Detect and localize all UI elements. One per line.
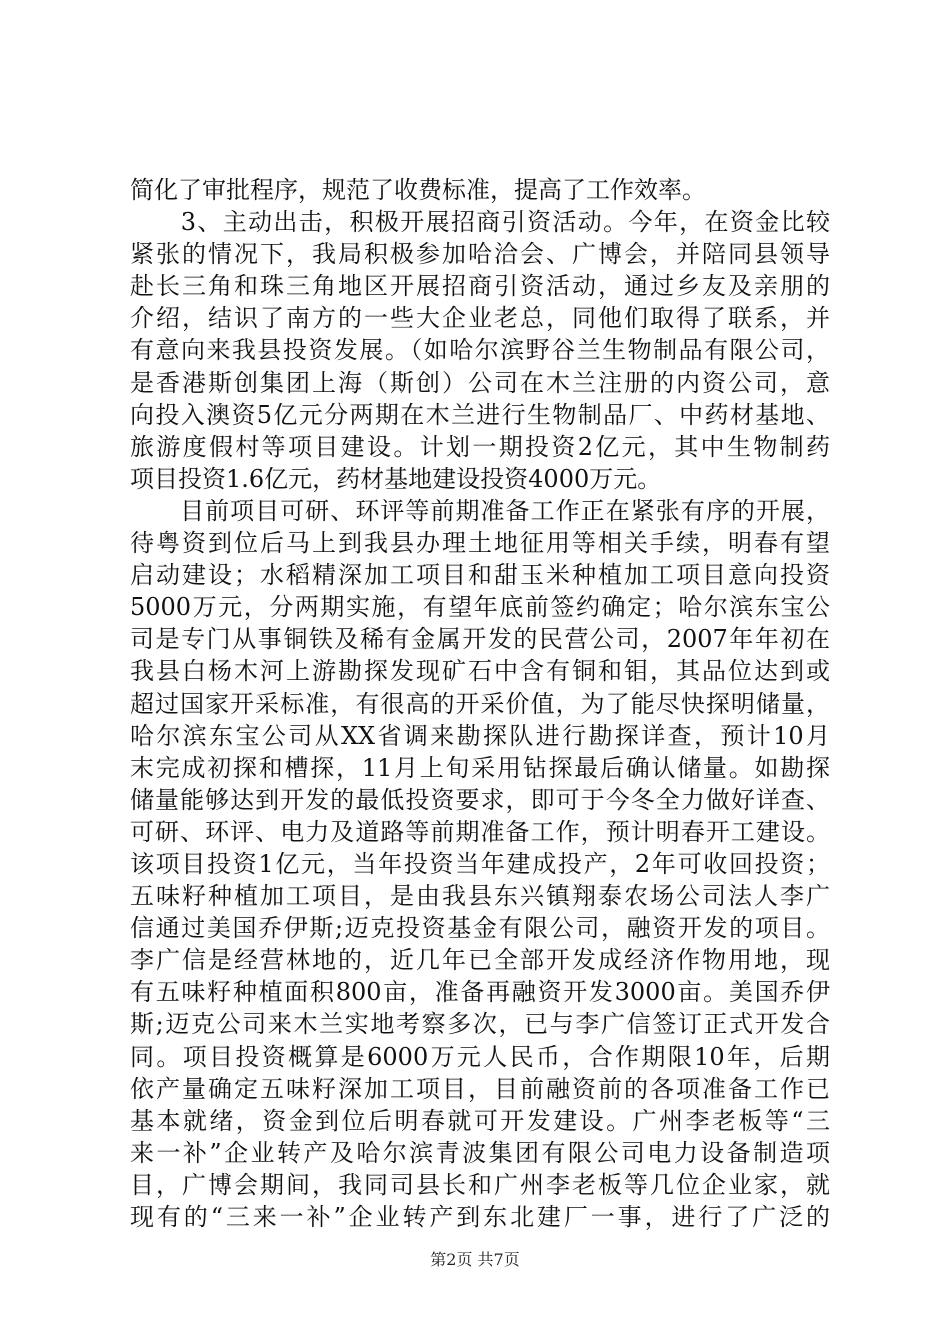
text-line: 基本就绪，资金到位后明春就可开发建设。广州李老板等“三 — [130, 1106, 830, 1135]
text-line: 李广信是经营林地的，近几年已全部开发成经济作物用地，现 — [130, 946, 830, 975]
body-text — [130, 174, 830, 1233]
text-line: 5000万元，分两期实施，有望年底前签约确定；哈尔滨东宝公 — [130, 593, 830, 622]
text-line: 同。项目投资概算是6000万元人民币，合作期限10年，后期 — [130, 1042, 830, 1071]
text-line: 是香港斯创集团上海（斯创）公司在木兰注册的内资公司，意 — [130, 368, 830, 397]
text-line: 超过国家开采标准，有很高的开采价值，为了能尽快探明储量， — [130, 689, 830, 718]
text-line: 来一补”企业转产及哈尔滨青波集团有限公司电力设备制造项 — [130, 1138, 830, 1167]
text-line: 有五味籽种植面积800亩，准备再融资开发3000亩。美国乔伊 — [130, 978, 830, 1007]
text-line: 该项目投资1亿元，当年投资当年建成投产，2年可收回投资； — [130, 849, 830, 878]
text-line: 依产量确定五味籽深加工项目，目前融资前的各项准备工作已 — [130, 1074, 830, 1103]
text-line: 可研、环评、电力及道路等前期准备工作，预计明春开工建设。 — [130, 817, 830, 846]
text-line: 赴长三角和珠三角地区开展招商引资活动，通过乡友及亲朋的 — [130, 272, 830, 301]
text-line: 司是专门从事铜铁及稀有金属开发的民营公司，2007年年初在 — [130, 625, 830, 654]
text-line: 旅游度假村等项目建设。计划一期投资2亿元，其中生物制药 — [130, 432, 830, 461]
text-line: 项目投资1.6亿元，药材基地建设投资4000万元。 — [130, 464, 662, 493]
text-line: 五味籽种植加工项目，是由我县东兴镇翔泰农场公司法人李广 — [130, 882, 830, 911]
text-line: 启动建设；水稻精深加工项目和甜玉米种植加工项目意向投资 — [130, 561, 830, 590]
text-line: 目，广博会期间，我同司县长和广州李老板等几位企业家，就 — [130, 1170, 830, 1199]
text-line: 待粤资到位后马上到我县办理土地征用等相关手续，明春有望 — [130, 529, 830, 558]
text-line: 末完成初探和槽探，11月上旬采用钻探最后确认储量。如勘探 — [130, 753, 830, 782]
text-line: 紧张的情况下，我局积极参加哈洽会、广博会，并陪同县领导 — [130, 240, 830, 269]
text-line: 我县白杨木河上游勘探发现矿石中含有铜和钼，其品位达到或 — [130, 657, 830, 686]
text-line: 斯;迈克公司来木兰实地考察多次，已与李广信签订正式开发合 — [130, 1010, 830, 1039]
text-line: 3、主动出击，积极开展招商引资活动。今年，在资金比较 — [130, 208, 830, 237]
text-line: 储量能够达到开发的最低投资要求，即可于今冬全力做好详查、 — [130, 785, 830, 814]
text-line: 信通过美国乔伊斯;迈克投资基金有限公司，融资开发的项目。 — [130, 914, 830, 943]
text-line: 哈尔滨东宝公司从XX省调来勘探队进行勘探详查，预计10月 — [130, 721, 830, 750]
text-line: 向投入澳资5亿元分两期在木兰进行生物制品厂、中药材基地、 — [130, 400, 830, 429]
text-line: 目前项目可研、环评等前期准备工作正在紧张有序的开展， — [130, 496, 830, 525]
text-line: 有意向来我县投资发展。（如哈尔滨野谷兰生物制品有限公司， — [130, 336, 830, 365]
text-line: 简化了审批程序，规范了收费标准，提高了工作效率。 — [130, 176, 706, 204]
text-line: 现有的“三来一补”企业转产到东北建厂一事，进行了广泛的 — [130, 1203, 830, 1231]
text-line: 介绍，结识了南方的一些大企业老总，同他们取得了联系，并 — [130, 304, 830, 333]
page-number-footer: 第2页 共7页 — [430, 1250, 520, 1269]
